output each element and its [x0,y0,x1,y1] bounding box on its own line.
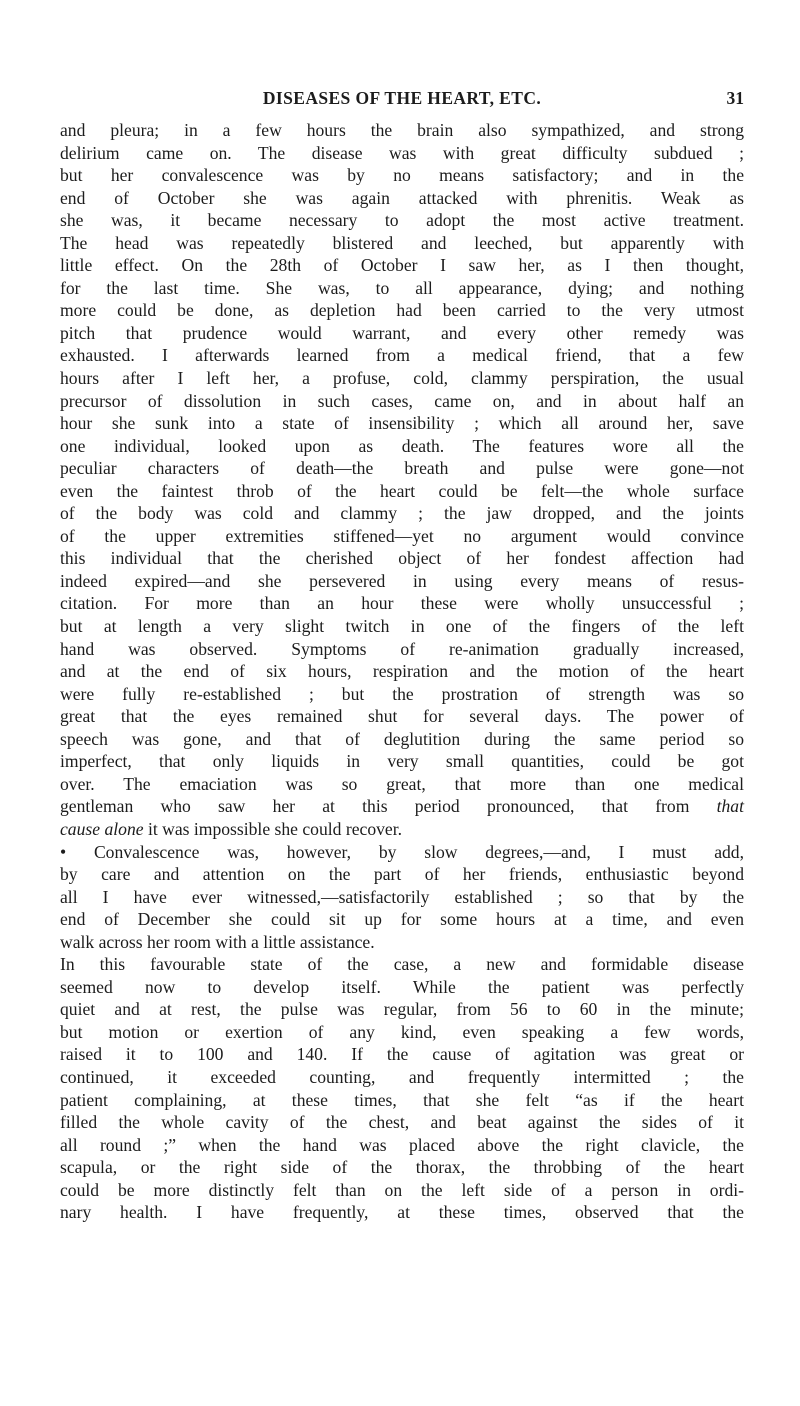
text-line: nary health. I have frequently, at these times, observed that the [60,1202,744,1223]
text-line: end of December she could sit up for some hours at a time, and even [60,909,744,930]
text-line: great that the eyes remained shut for several days. The power of [60,706,744,727]
text-line: of the body was cold and clammy ; the jaw dropped, and the joints [60,503,744,524]
text-line: quiet and at rest, the pulse was regular, from 56 to 60 in the minute; [60,999,744,1020]
text-line: delirium came on. The disease was with great difficulty subdued ; [60,142,744,163]
text-line: imperfect, that only liquids in very small quantities, could be got [60,751,744,772]
italic-emphasis: cause alone [60,818,144,839]
text-line: hour she sunk into a state of insensibility ; which all around her, save [60,413,744,434]
text-line: hours after I left her, a profuse, cold, clammy perspiration, the usual [60,368,744,389]
text-line: The head was repeatedly blistered and leeched, but apparently with [60,232,744,253]
text-line-with-italic [60,795,744,818]
text-line: of the upper extremities stiffened—yet no argument would convince [60,525,744,546]
text-line: walk across her room with a little assistance. [60,931,375,952]
text-line: end of October she was again attacked with phrenitis. Weak as [60,187,744,208]
text-line: but at length a very slight twitch in one of the fingers of the left [60,616,744,637]
text-line: speech was gone, and that of deglutition during the same period so [60,728,744,749]
text-line: were fully re-established ; but the prostration of strength was so [60,683,744,704]
text-line: precursor of dissolution in such cases, came on, and in about half an [60,390,744,411]
text-line: peculiar characters of death—the breath and pulse were gone—not [60,458,744,479]
text-line: all round ;” when the hand was placed above the right clavicle, the [60,1134,744,1155]
text-line: little effect. On the 28th of October I saw her, as I then thought, [60,255,744,276]
text-line: seemed now to develop itself. While the patient was perfectly [60,976,744,997]
text-line: indeed expired—and she persevered in using every means of resus- [60,570,744,591]
text-line: • Convalescence was, however, by slow degrees,—and, I must add, [60,841,744,862]
text-line: citation. For more than an hour these were wholly unsuccessful ; [60,593,744,614]
text-segment: it was impossible she could recover. [143,818,403,839]
text-line: continued, it exceeded counting, and frequently intermitted ; the [60,1066,744,1087]
text-line: and at the end of six hours, respiration and the motion of the heart [60,661,744,682]
text-line: exhausted. I afterwards learned from a medical friend, that a few [60,345,744,366]
text-line: but her convalescence was by no means satisfactory; and in the [60,165,744,186]
text-line: over. The emaciation was so great, that more than one medical [60,773,744,794]
page-number: 31 [726,88,744,108]
text-line: hand was observed. Symptoms of re-animation gradually increased, [60,638,744,659]
text-line: she was, it became necessary to adopt the most active treatment. [60,210,744,231]
text-line: by care and attention on the part of her friends, enthusiastic beyond [60,864,744,885]
text-line: for the last time. She was, to all appearance, dying; and nothing [60,277,744,298]
text-line: In this favourable state of the case, a new and formidable disease [60,954,744,975]
text-line: filled the whole cavity of the chest, and beat against the sides of it [60,1112,744,1133]
text-segment: gentleman who saw her at this period pronounced, that from [60,796,690,817]
text-line: but motion or exertion of any kind, even speaking a few words, [60,1021,744,1042]
text-line-with-italic [60,818,744,841]
body-text [60,119,744,1224]
text-line: could be more distinctly felt than on the left side of a person in ordi- [60,1179,744,1200]
running-title: DISEASES OF THE HEART, ETC. [262,88,542,108]
text-line: one individual, looked upon as death. The features wore all the [60,435,744,456]
page-header [60,87,744,109]
text-line: raised it to 100 and 140. If the cause of agitation was great or [60,1044,744,1065]
text-line: this individual that the cherished object of her fondest affection had [60,548,744,569]
text-line: and pleura; in a few hours the brain also sympathized, and strong [60,120,744,140]
italic-emphasis: that [716,796,744,817]
text-line: even the faintest throb of the heart could be felt—the whole surface [60,480,744,501]
text-line: more could be done, as depletion had been carried to the very utmost [60,300,744,321]
text-line: patient complaining, at these times, that she felt “as if the heart [60,1089,744,1110]
text-line: scapula, or the right side of the thorax, the throbbing of the heart [60,1157,744,1178]
text-line: all I have ever witnessed,—satisfactorily established ; so that by the [60,886,744,907]
text-line: pitch that prudence would warrant, and every other remedy was [60,322,744,343]
